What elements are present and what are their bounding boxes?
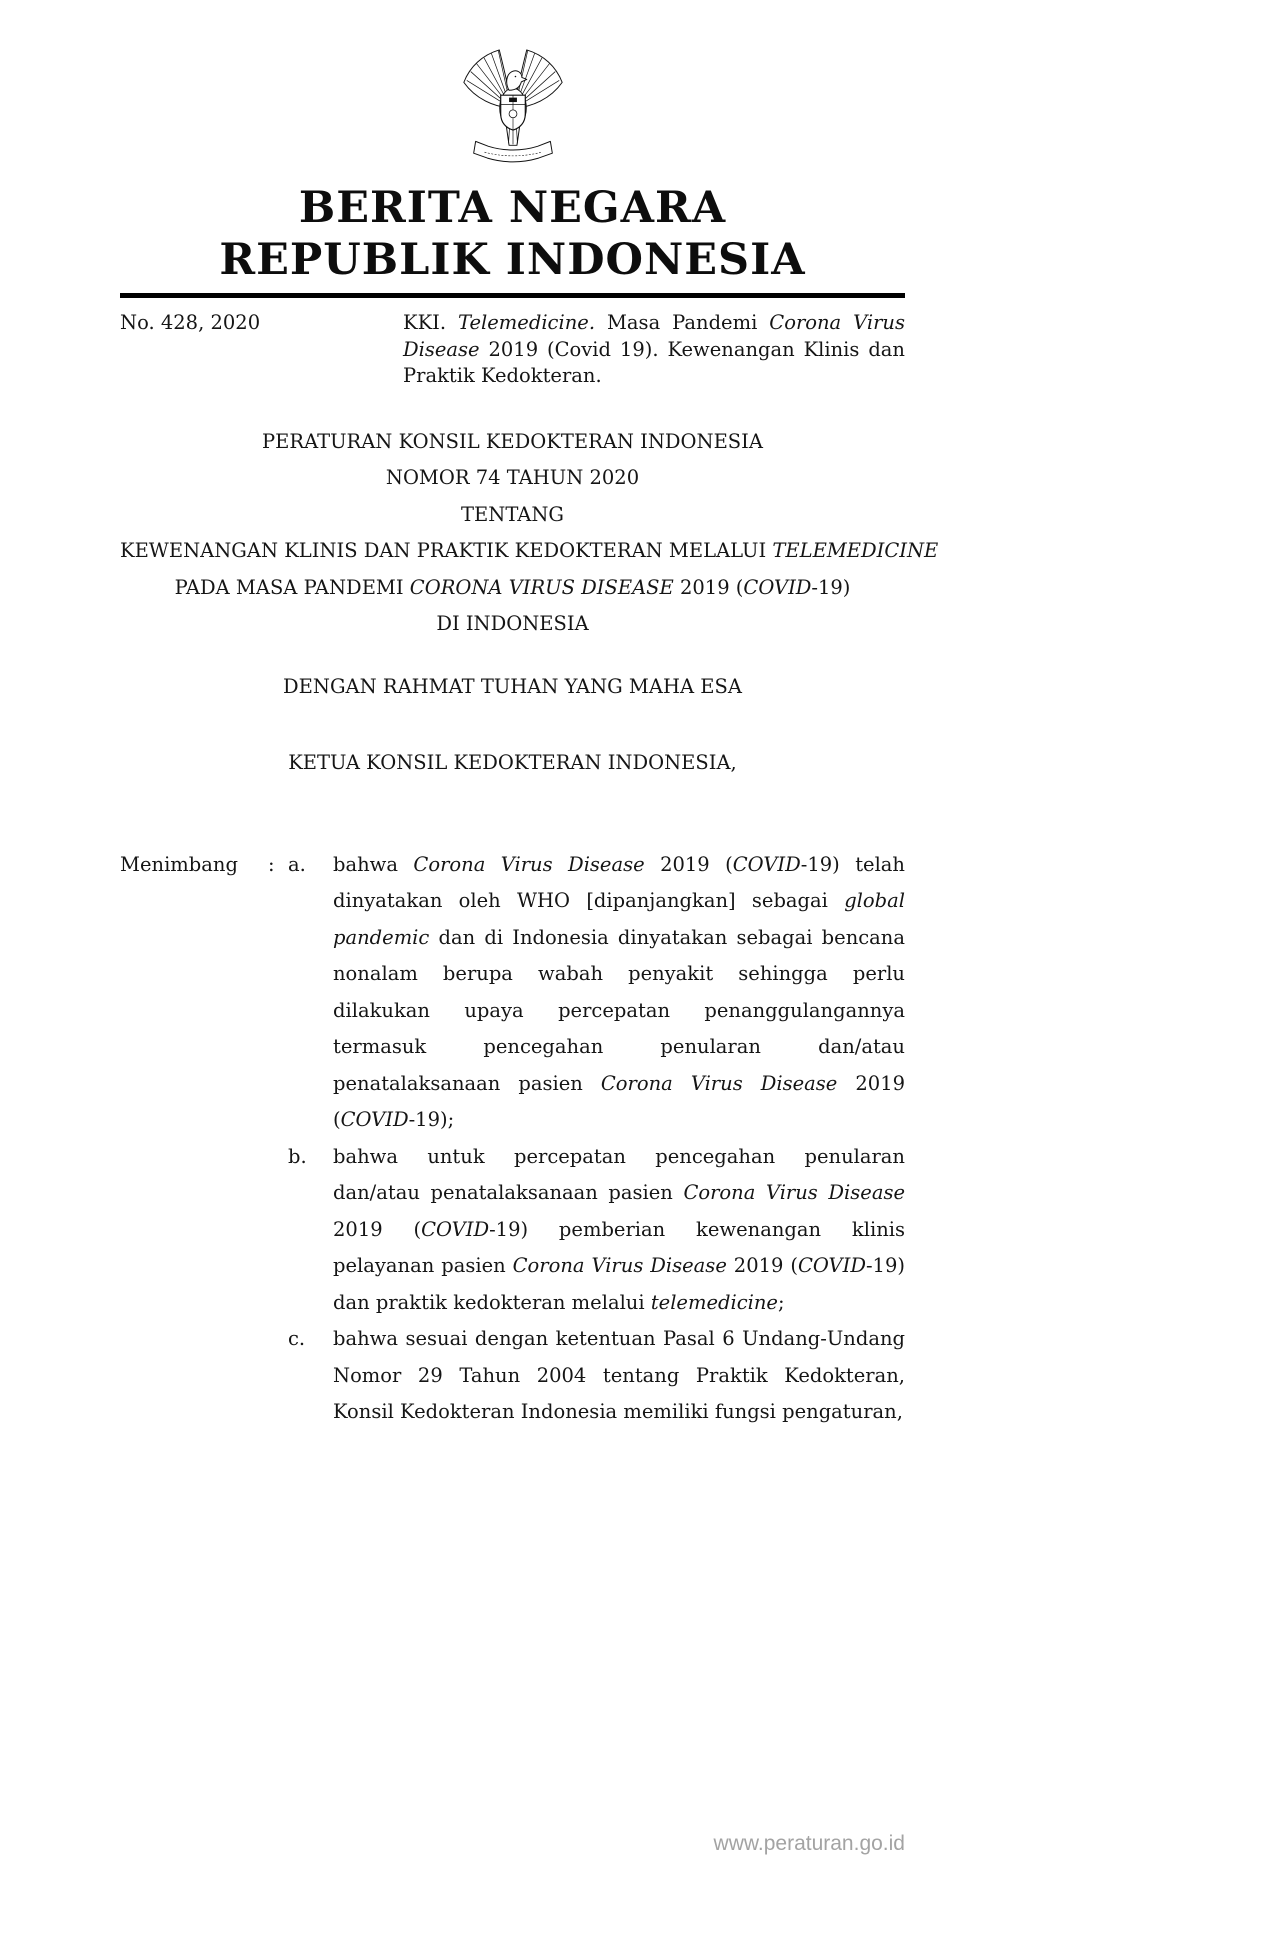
gazette-number: No. 428, 2020 (120, 311, 261, 334)
considering-label-spacer (120, 1139, 268, 1322)
invocation-line: DENGAN RAHMAT TUHAN YANG MAHA ESA (283, 674, 742, 698)
considering-colon-spacer (268, 1321, 288, 1431)
considering-colon-spacer (268, 1139, 288, 1322)
issuing-official-line: KETUA KONSIL KEDOKTERAN INDONESIA, (288, 750, 737, 774)
footer-url: www.peraturan.go.id (713, 1832, 905, 1855)
emblem-container (120, 40, 905, 172)
regulation-title-line-1: PERATURAN KONSIL KEDOKTERAN INDONESIA (262, 429, 763, 453)
considering-colon: : (268, 852, 275, 876)
considering-section (120, 847, 905, 1431)
masthead-rule (120, 293, 905, 298)
considering-label: Menimbang (120, 852, 238, 876)
masthead-line-2: REPUBLIK INDONESIA (219, 235, 806, 285)
item-text-a: bahwa Corona Virus Disease 2019 (COVID-19) telah dinyatakan oleh WHO [dipanjangkan] sebagai global pandemic dan di Indonesia dinyatakan sebagai bencana nonalam berupa wabah penyakit sehingga perlu dilakukan upaya percepatan penanggulangannya termasuk pencegahan penularan dan/atau penatalaksanaan pasien Corona Virus Disease 2019 (COVID-19); (333, 852, 906, 1131)
item-text-b: bahwa untuk percepatan pencegahan penularan dan/atau penatalaksanaan pasien Corona Virus Disease 2019 (COVID-19) pemberian kewenangan klinis pelayanan pasien Corona Virus Disease 2019 (COVID-19) dan praktik kedokteran melalui telemedicine; (333, 1144, 905, 1314)
item-letter-a: a. (288, 852, 306, 876)
gazette-subject: KKI. Telemedicine. Masa Pandemi Corona Virus Disease 2019 (Covid 19). Kewenangan Klinis dan Praktik Kedokteran. (403, 311, 906, 387)
item-text-c: bahwa sesuai dengan ketentuan Pasal 6 Undang-Undang Nomor 29 Tahun 2004 tentang Praktik Kedokteran, Konsil Kedokteran Indonesia memiliki fungsi pengaturan, (333, 1327, 905, 1423)
regulation-title (120, 424, 939, 643)
masthead-line-1: BERITA NEGARA (298, 183, 727, 233)
regulation-title-line-2: NOMOR 74 TAHUN 2020 (385, 466, 640, 489)
regulation-title-line-6: DI INDONESIA (436, 612, 589, 635)
garuda-pancasila-icon (454, 40, 572, 169)
item-letter-c: c. (288, 1327, 306, 1350)
masthead (120, 182, 905, 286)
gazette-header (120, 310, 905, 390)
considering-label-spacer (120, 1321, 268, 1431)
item-letter-b: b. (288, 1144, 307, 1168)
considering-item-b (120, 1139, 905, 1322)
regulation-title-line-3: TENTANG (461, 502, 564, 526)
regulation-title-line-5: PADA MASA PANDEMI CORONA VIRUS DISEASE 2019 (COVID-19) (174, 575, 851, 599)
considering-item-c (120, 1321, 905, 1431)
regulation-title-line-4: KEWENANGAN KLINIS DAN PRAKTIK KEDOKTERAN MELALUI TELEMEDICINE (120, 539, 939, 562)
considering-item-a (120, 847, 905, 1139)
